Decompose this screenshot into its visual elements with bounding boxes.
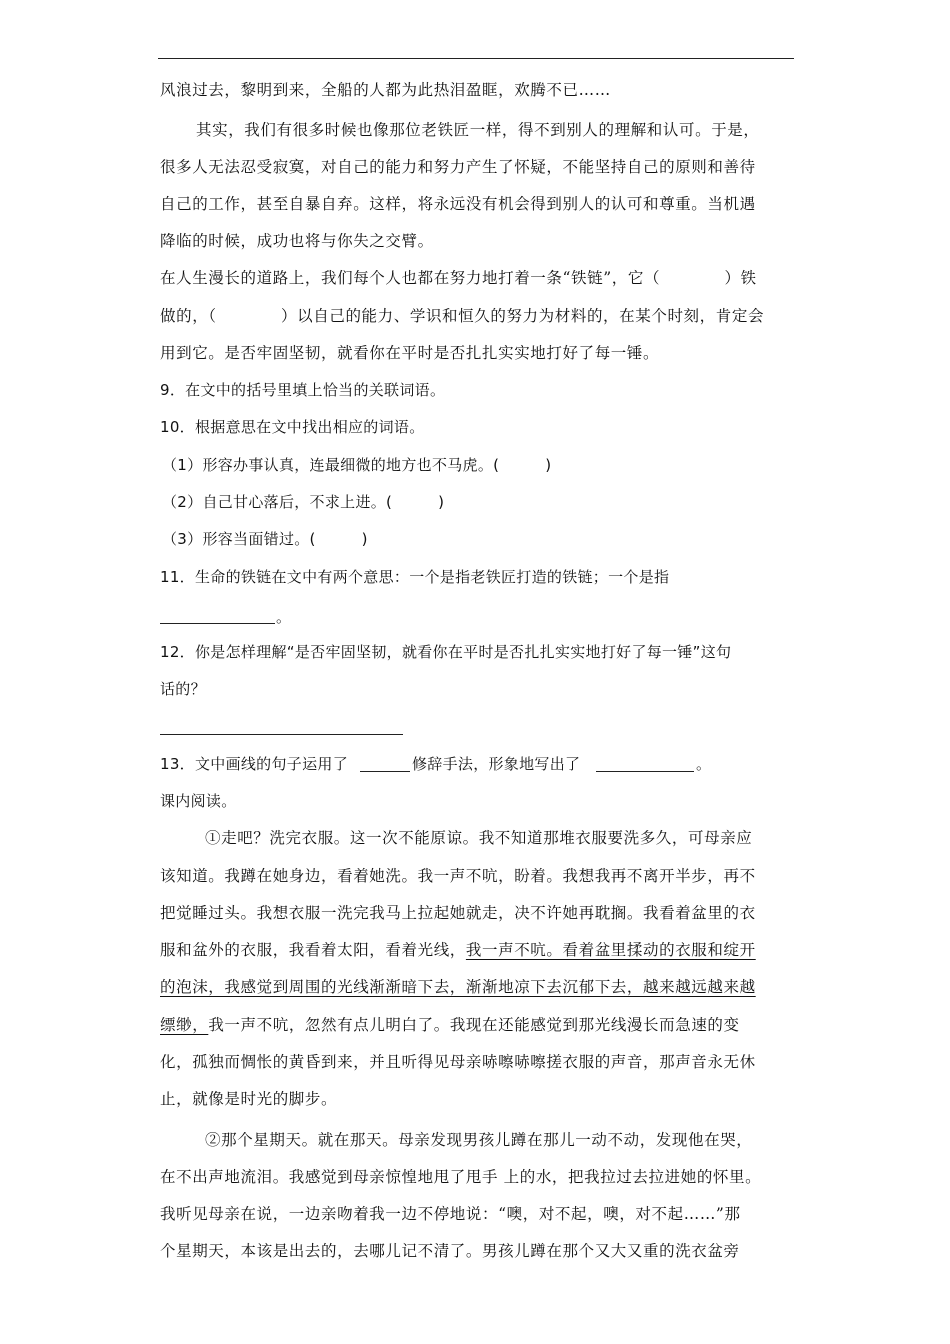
passage2-p2-line-3: 我听见母亲在说，一边亲吻着我一边不停地说：“噢，对不起，噢，对不起……”那 [160,1205,741,1223]
passage2-p2-line-2: 在不出声地流泪。我感觉到母亲惊惶地甩了甩手 上的水，把我拉过去拉进她的怀里。 [160,1168,762,1186]
passage1-line-3: 很多人无法忍受寂寞，对自己的能力和努力产生了怀疑，不能坚持自己的原则和善待 [160,158,756,176]
underlined-sentence-part-2: 的泡沫，我感觉到周围的光线渐渐暗下去，渐渐地凉下去沉郁下去，越来越远越来越 [160,978,756,996]
question-11-end: 。 [276,608,292,626]
question-13-blank-2[interactable] [596,771,694,772]
question-10: 10．根据意思在文中找出相应的词语。 [160,418,425,436]
question-13-part-3: 。 [696,755,712,773]
passage1-line-6: 在人生漫长的道路上，我们每个人也都在努力地打着一条“铁链”，它（ ）铁 [160,269,757,287]
question-12-answer-blank[interactable] [160,734,403,735]
question-13-part-1: 13．文中画线的句子运用了 [160,755,348,773]
question-10-3: （3）形容当面错过。( ) [162,530,368,548]
passage1-line-5: 降临的时候，成功也将与你失之交臂。 [160,232,434,250]
passage2-p1-line-4-plain: 服和盆外的衣服，我看着太阳，看着光线， [160,941,466,959]
underlined-sentence-part-1: 我一声不吭。看着盆里揉动的衣服和绽开 [465,941,756,959]
question-12-line-2: 话的？ [160,680,206,698]
question-10-2: （2）自己甘心落后，不求上进。( ) [162,493,445,511]
passage2-p1-line-1: ①走吧？洗完衣服。这一次不能原谅。我不知道那堆衣服要洗多久，可母亲应 [205,829,753,847]
passage2-p1-line-7: 化，孤独而惆怅的黄昏到来，并且听得见母亲哧嚓哧嚓搓衣服的声音，那声音永无休 [160,1053,756,1071]
question-9: 9．在文中的括号里填上恰当的关联词语。 [160,381,446,399]
passage1-line-8: 用到它。是否牢固坚韧，就看你在平时是否扎扎实实地打好了每一锤。 [160,344,660,362]
question-12-line-1: 12．你是怎样理解“是否牢固坚韧，就看你在平时是否扎扎实实地打好了每一锤”这句 [160,643,732,661]
question-11-answer-blank[interactable] [160,623,275,624]
passage2-p1-line-2: 该知道。我蹲在她身边，看着她洗。我一声不吭，盼着。我想我再不离开半步，再不 [160,867,756,885]
question-11: 11．生命的铁链在文中有两个意思：一个是指老铁匠打造的铁链；一个是指 [160,568,670,586]
passage1-line-7: 做的，（ ）以自己的能力、学识和恒久的努力为材料的，在某个时刻，肯定会 [160,307,765,325]
question-10-1: （1）形容办事认真，连最细微的地方也不马虎。( ) [162,456,552,474]
passage2-p1-line-3: 把觉睡过头。我想衣服一洗完我马上拉起她就走，决不许她再耽搁。我看着盆里的衣 [160,904,756,922]
passage2-p1-line-6-plain: 我一声不吭，忽然有点儿明白了。我现在还能感觉到那光线漫长而急速的变 [208,1016,740,1034]
question-13-blank-1[interactable] [360,771,410,772]
header-rule [158,58,794,59]
question-13-part-2: 修辞手法，形象地写出了 [412,755,581,773]
passage2-p1-line-6 [160,1015,740,1035]
section-title: 课内阅读。 [160,792,237,810]
passage1-line-4: 自己的工作，甚至自暴自弃。这样，将永远没有机会得到别人的认可和尊重。当机遇 [160,195,756,213]
passage1-line-2: 其实，我们有很多时候也像那位老铁匠一样，得不到别人的理解和认可。于是， [196,121,760,139]
passage2-p1-line-8: 止，就像是时光的脚步。 [160,1090,338,1108]
passage2-p2-line-4: 个星期天，本该是出去的，去哪儿记不清了。男孩儿蹲在那个又大又重的洗衣盆旁 [160,1242,740,1260]
passage2-p2-line-1: ②那个星期天。就在那天。母亲发现男孩儿蹲在那儿一动不动，发现他在哭， [205,1131,753,1149]
passage2-p1-line-4 [160,940,756,960]
passage1-line-1: 风浪过去，黎明到来，全船的人都为此热泪盈眶，欢腾不已…… [160,81,611,99]
underlined-sentence-part-3: 缥缈， [160,1016,209,1034]
